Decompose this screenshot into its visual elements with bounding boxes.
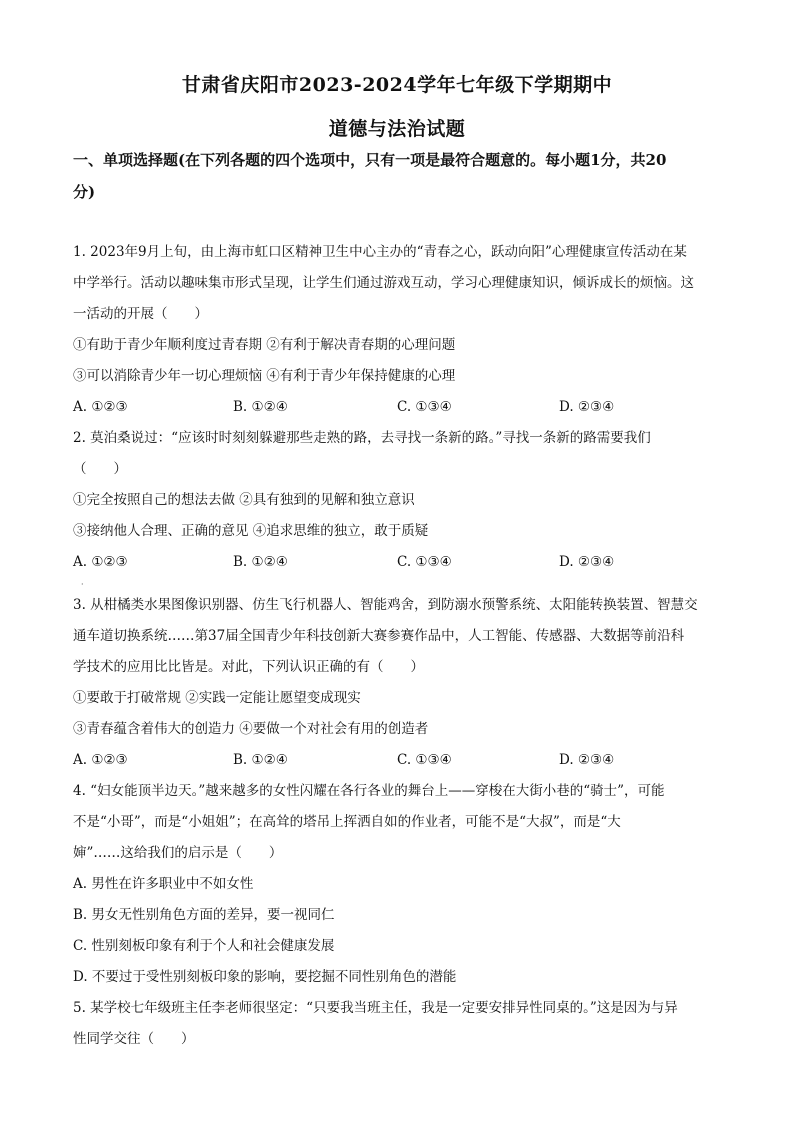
exam-subtitle: 道德与法治试题 [328, 118, 466, 140]
option-b[interactable]: B. ①②④ [233, 554, 288, 570]
question-text: 通车道切换系统……第37届全国青少年科技创新大赛参赛作品中，人工智能、传感器、大数据等前沿科 [73, 628, 685, 644]
question-text: 中学举行。活动以趣味集市形式呈现，让学生们通过游戏互动，学习心理健康知识，倾诉成长的烦恼。这 [73, 275, 694, 291]
question-3 [73, 590, 723, 776]
question-1 [73, 237, 723, 423]
option-d[interactable]: D. 不要过于受性别刻板印象的影响，要挖掘不同性别角色的潜能 [73, 969, 457, 985]
statement-line: ①要敢于打破常规 ②实践一定能让愿望变成现实 [73, 690, 361, 706]
option-b[interactable]: B. ①②④ [233, 399, 288, 415]
option-b[interactable]: B. ①②④ [233, 752, 288, 768]
option-a[interactable]: A. ①②③ [73, 554, 128, 570]
option-a[interactable]: A. ①②③ [73, 752, 128, 768]
option-d[interactable]: D. ②③④ [559, 399, 615, 415]
question-text: 5. 某学校七年级班主任李老师很坚定：“只要我当班主任，我是一定要安排异性同桌的。”这是因为与异 [73, 1000, 678, 1016]
question-4 [73, 776, 723, 993]
option-a[interactable]: A. 男性在许多职业中不如女性 [73, 876, 254, 892]
spacer [73, 578, 723, 590]
question-text: 一活动的开展（ ） [73, 306, 208, 322]
option-c[interactable]: C. 性别刻板印象有利于个人和社会健康发展 [73, 938, 335, 954]
question-text: 2. 莫泊桑说过：“应该时时刻刻躲避那些走熟的路，去寻找一条新的路。”寻找一条新的路需要我们 [73, 430, 651, 446]
statement-line: ③可以消除青少年一切心理烦恼 ④有利于青少年保持健康的心理 [73, 368, 456, 384]
question-list [73, 237, 723, 1055]
question-text: 1. 2023年9月上旬，由上海市虹口区精神卫生中心主办的“青春之心，跃动向阳”心理健康宣传活动在某 [73, 244, 687, 260]
question-text: 婶”……这给我们的启示是（ ） [73, 845, 283, 861]
option-a[interactable]: A. ①②③ [73, 399, 128, 415]
section-heading-line: 一、单项选择题(在下列各题的四个选项中，只有一项是最符合题意的。每小题1分，共20 [73, 151, 667, 169]
question-text: 不是“小哥”，而是“小姐姐”；在高耸的塔吊上挥洒自如的作业者，可能不是“大叔”，而是“大 [73, 814, 621, 830]
answer-options [73, 547, 723, 589]
question-5 [73, 993, 723, 1055]
statement-line: ③接纳他人合理、正确的意见 ④追求思维的独立，敢于质疑 [73, 523, 429, 539]
answer-options [73, 745, 723, 776]
question-text: 3. 从柑橘类水果图像识别器、仿生飞行机器人、智能鸡舍，到防溺水预警系统、太阳能转换装置、智慧交 [73, 597, 698, 613]
question-text: （ ） [73, 461, 127, 477]
option-b[interactable]: B. 男女无性别角色方面的差异，要一视同仁 [73, 907, 335, 923]
question-text: 4. “妇女能顶半边天。”越来越多的女性闪耀在各行各业的舞台上——穿梭在大街小巷的“骑士”，可能 [73, 783, 665, 799]
question-text: 学技术的应用比比皆是。对此，下列认识正确的有（ ） [73, 659, 424, 675]
statement-line: ①完全按照自己的想法去做 ②具有独到的见解和独立意识 [73, 492, 415, 508]
option-d[interactable]: D. ②③④ [559, 554, 615, 570]
question-2 [73, 423, 723, 589]
stray-dot-mark: · [81, 580, 84, 589]
exam-title: 甘肃省庆阳市2023-2024学年七年级下学期期中 [181, 74, 613, 96]
statement-line: ①有助于青少年顺利度过青春期 ②有利于解决青春期的心理问题 [73, 337, 456, 353]
question-text: 性同学交往（ ） [73, 1031, 195, 1047]
section-heading [73, 144, 733, 208]
option-c[interactable]: C. ①③④ [397, 752, 452, 768]
answer-options [73, 392, 723, 423]
option-c[interactable]: C. ①③④ [397, 554, 452, 570]
section-heading-line: 分) [73, 183, 96, 201]
option-c[interactable]: C. ①③④ [397, 399, 452, 415]
option-d[interactable]: D. ②③④ [559, 752, 615, 768]
statement-line: ③青春蕴含着伟大的创造力 ④要做一个对社会有用的创造者 [73, 721, 429, 737]
